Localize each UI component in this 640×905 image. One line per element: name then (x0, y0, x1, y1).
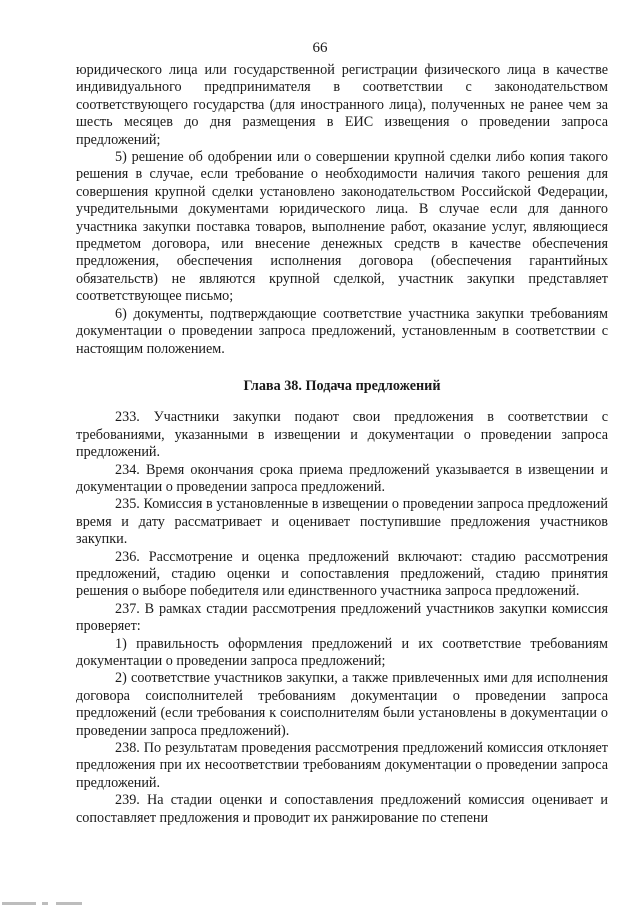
paragraph-235: 235. Комиссия в установленные в извещении о проведении запроса предложений время и дату рассматривает и оценивает поступившие предложения участников закупки. (76, 496, 608, 548)
paragraph-239: 239. На стадии оценки и сопоставления предложений комиссия оценивает и сопоставляет предложения и проводит их ранжирование по степени (76, 792, 608, 826)
paragraph-top-0: юридического лица или государственной регистрации физического лица в качестве индивидуального предпринимателя в соответствии с законодательством соответствующего государства (для иностранного лица), полученных не ранее чем за шесть месяцев до дня размещения в ЕИС извещения о проведении запроса предложений; (76, 62, 608, 148)
paragraph-237-item-1: 1) правильность оформления предложений и их соответствие требованиям документации о проведении запроса предложений; (76, 635, 608, 669)
document-body (76, 62, 608, 827)
paragraph-237-item-2: 2) соответствие участников закупки, а также привлеченных ими для исполнения договора соисполнителей требованиям документации о проведении запроса предложений (если требования к соисполнителям были установлены в документации о проведении запроса предложений). (76, 670, 608, 739)
paragraph-item-6: 6) документы, подтверждающие соответствие участника закупки требованиям документации о проведении запроса предложений, установленным в соответствии с настоящим положением. (76, 305, 608, 357)
scan-edge-artifact (0, 901, 100, 905)
paragraph-238: 238. По результатам проведения рассмотрения предложений комиссия отклоняет предложения при их несоответствии требованиям документации о проведении запроса предложений. (76, 740, 608, 791)
paragraph-234: 234. Время окончания срока приема предложений указывается в извещении и документации о проведении запроса предложений. (76, 461, 608, 495)
paragraph-236: 236. Рассмотрение и оценка предложений включают: стадию рассмотрения предложений, стадию оценки и сопоставления предложений, стадию принятия решения о выборе победителя или единственного участника запроса предложений. (76, 548, 608, 600)
paragraph-item-5: 5) решение об одобрении или о совершении крупной сделки либо копия такого решения в случае, если требование о необходимости наличия такого решения для совершения крупной сделки установлено законодательством Российской Федерации, учредительными документами юридического лица. В случае если для данного участника закупки поставка товаров, выполнение работ, оказание услуг, являющиеся предметом договора, или внесение денежных средств в качестве обеспечения предложения, обеспечения исполнения договора (обеспечения гарантийных обязательств) не являются крупной сделкой, участник закупки представляет соответствующее письмо; (76, 149, 608, 305)
page-number: 66 (312, 40, 328, 56)
paragraph-233: 233. Участники закупки подают свои предложения в соответствии с требованиями, указанными в извещении и документации о проведении запроса предложений. (76, 409, 608, 461)
chapter-title: Глава 38. Подача предложений (243, 377, 441, 394)
paragraph-237: 237. В рамках стадии рассмотрения предложений участников закупки комиссия проверяет: (76, 600, 608, 635)
